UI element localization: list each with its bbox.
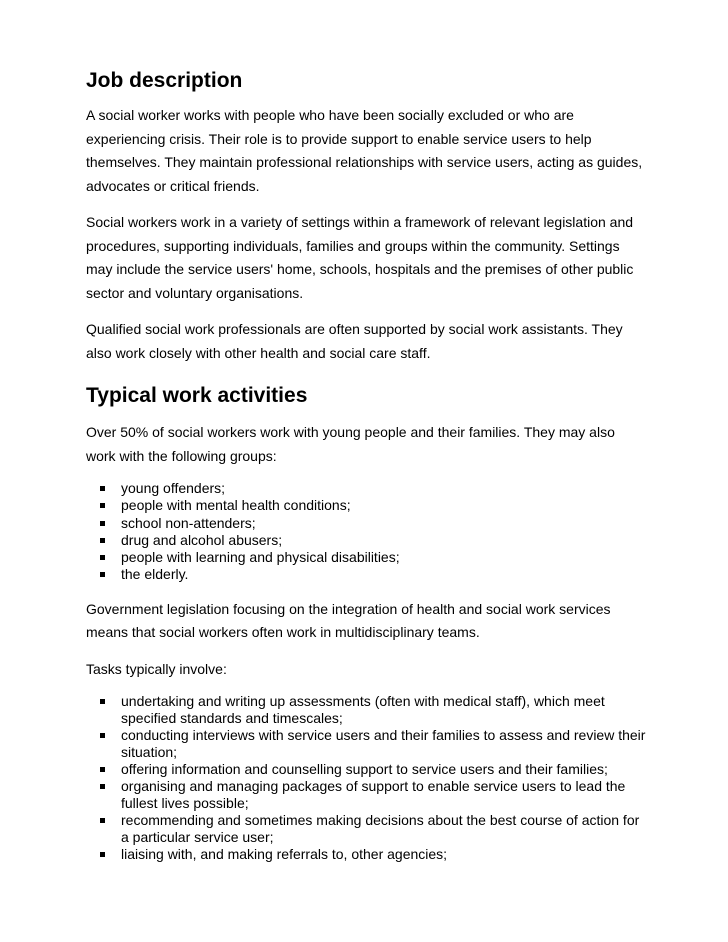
typical-work-activities-heading: Typical work activities bbox=[86, 384, 308, 407]
job-description-paragraph-1: A social worker works with people who have been socially excluded or who are experiencing crisis. Their role is to provide support to enable service users to help themselves. They maintain professional relationships with service users, acting as guides, advocates or critical friends. bbox=[86, 107, 643, 194]
bullet-square-icon bbox=[100, 538, 105, 543]
bullet-square-icon bbox=[100, 521, 105, 526]
groups-list bbox=[86, 480, 646, 584]
bullet-square-icon bbox=[100, 699, 105, 704]
bullet-square-icon bbox=[100, 733, 105, 738]
list-item: undertaking and writing up assessments (often with medical staff), which meet specified standards and timescales; bbox=[86, 693, 646, 727]
bullet-square-icon bbox=[100, 784, 105, 789]
bullet-square-icon bbox=[100, 486, 105, 491]
list-item: drug and alcohol abusers; bbox=[86, 532, 646, 549]
list-item: people with mental health conditions; bbox=[86, 497, 646, 514]
bullet-square-icon bbox=[100, 572, 105, 577]
list-item: organising and managing packages of support to enable service users to lead the fullest lives possible; bbox=[86, 778, 646, 812]
bullet-square-icon bbox=[100, 555, 105, 560]
document-page bbox=[86, 66, 646, 863]
list-item: conducting interviews with service users and their families to assess and review their situation; bbox=[86, 727, 646, 761]
job-description-paragraph-3: Qualified social work professionals are often supported by social work assistants. They also work closely with other health and social care staff. bbox=[86, 321, 623, 361]
list-item: people with learning and physical disabilities; bbox=[86, 549, 646, 566]
list-item: the elderly. bbox=[86, 566, 646, 583]
list-item: offering information and counselling support to service users and their families; bbox=[86, 761, 646, 778]
bullet-square-icon bbox=[100, 503, 105, 508]
list-item: young offenders; bbox=[86, 480, 646, 497]
job-description-heading: Job description bbox=[86, 69, 243, 92]
bullet-square-icon bbox=[100, 767, 105, 772]
tasks-intro-paragraph: Tasks typically involve: bbox=[86, 660, 227, 677]
bullet-square-icon bbox=[100, 818, 105, 823]
list-item: school non-attenders; bbox=[86, 515, 646, 532]
tasks-list bbox=[86, 693, 646, 863]
activities-intro-paragraph: Over 50% of social workers work with young people and their families. They may also work with the following groups: bbox=[86, 424, 615, 464]
bullet-square-icon bbox=[100, 852, 105, 857]
job-description-paragraph-2: Social workers work in a variety of settings within a framework of relevant legislation and procedures, supporting individuals, families and groups within the community. Settings may include the service users' home, schools, hospitals and the premises of other public sector and voluntary organisations. bbox=[86, 214, 634, 301]
legislation-paragraph: Government legislation focusing on the integration of health and social work services means that social workers often work in multidisciplinary teams. bbox=[86, 600, 611, 641]
list-item: liaising with, and making referrals to, other agencies; bbox=[86, 846, 646, 863]
list-item: recommending and sometimes making decisions about the best course of action for a particular service user; bbox=[86, 812, 646, 846]
